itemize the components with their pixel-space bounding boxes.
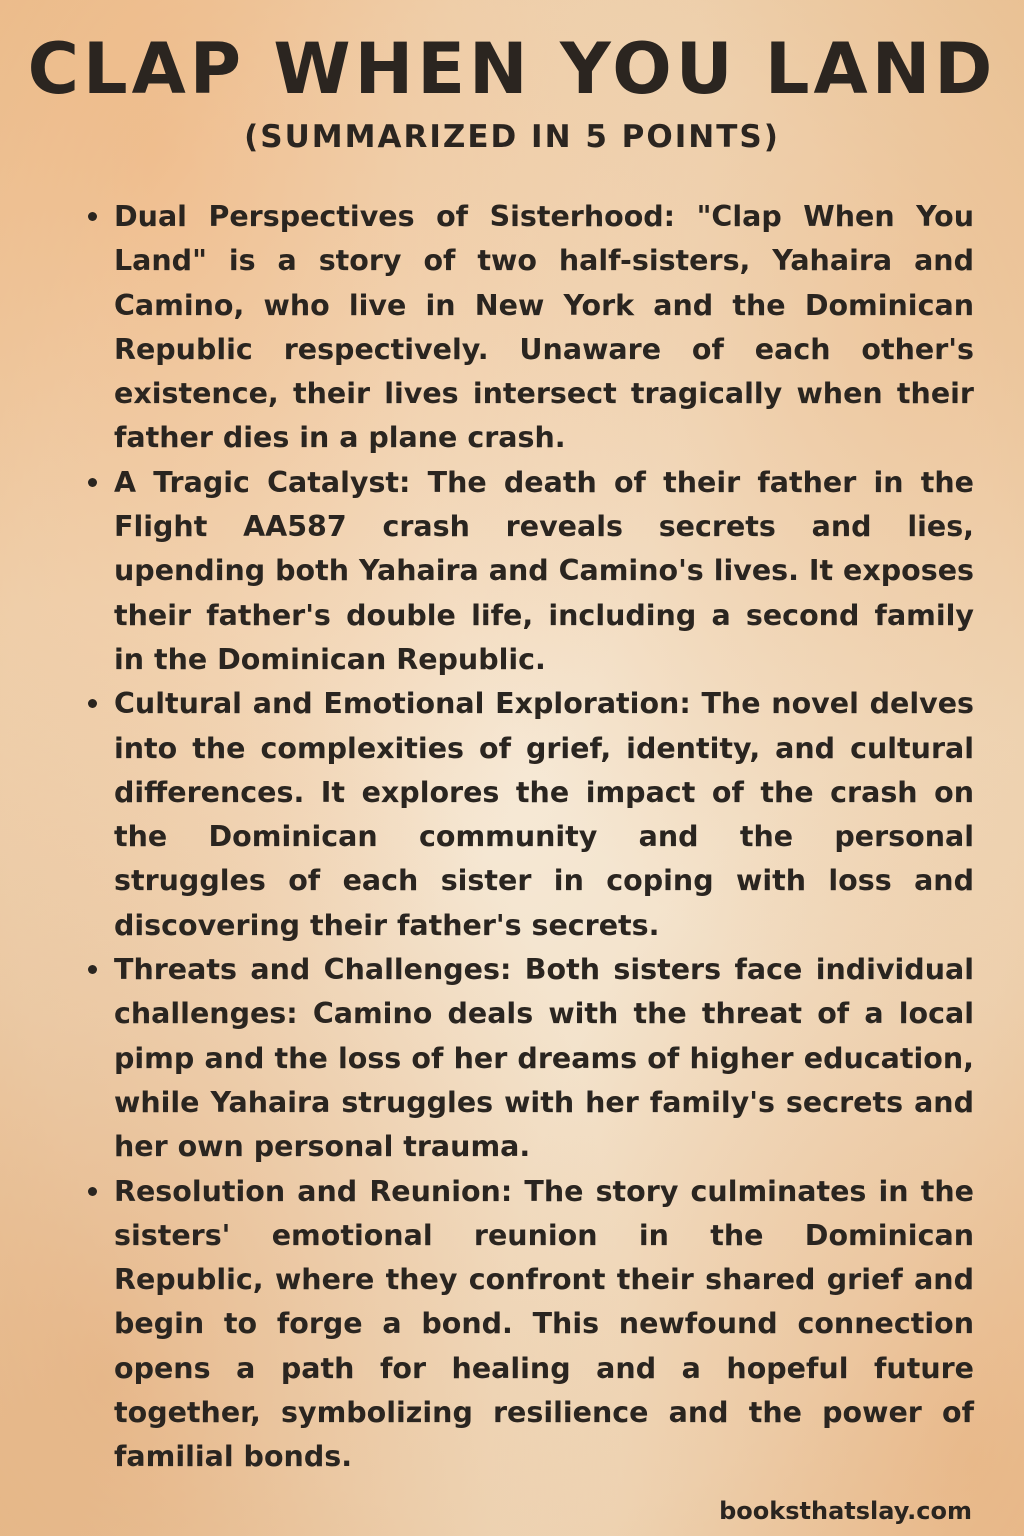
bullet-icon bbox=[88, 1187, 97, 1196]
bullet-icon bbox=[88, 212, 97, 221]
summary-point-1 bbox=[114, 195, 974, 461]
summary-point-text: A Tragic Catalyst: The death of their father in the Flight AA587 crash reveals secrets and lies, upending both Yahaira and Camino's lives. It exposes their father's double life, including a second family in the Dominican Republic. bbox=[114, 465, 974, 676]
summary-point-text: Cultural and Emotional Exploration: The novel delves into the complexities of grief, identity, and cultural differences. It explores the impact of the crash on the Dominican community and the personal struggles of each sister in coping with loss and discovering their father's secrets. bbox=[114, 687, 974, 942]
source-website: booksthatslay.com bbox=[719, 1497, 972, 1525]
bullet-icon bbox=[88, 965, 97, 974]
bullet-icon bbox=[88, 699, 97, 708]
summary-point-2 bbox=[114, 461, 974, 682]
page-subtitle: (SUMMARIZED IN 5 POINTS) bbox=[244, 119, 780, 155]
page-title: CLAP WHEN YOU LAND bbox=[27, 28, 997, 110]
summary-point-3 bbox=[114, 682, 974, 948]
bullet-icon bbox=[88, 478, 97, 487]
summary-point-text: Dual Perspectives of Sisterhood: "Clap When You Land" is a story of two half-sisters, Yahaira and Camino, who live in New York and the Dominican Republic respectively. Unaware of each other's existence, their lives intersect tragically when their father dies in a plane crash. bbox=[114, 200, 974, 455]
summary-point-4 bbox=[114, 948, 974, 1169]
summary-point-text: Threats and Challenges: Both sisters face individual challenges: Camino deals with the threat of a local pimp and the loss of her dreams of higher education, while Yahaira struggles with her family's secrets and her own personal trauma. bbox=[114, 953, 974, 1164]
summary-point-5 bbox=[114, 1170, 974, 1480]
summary-point-text: Resolution and Reunion: The story culminates in the sisters' emotional reunion in the Dominican Republic, where they confront their shared grief and begin to forge a bond. This newfound connection opens a path for healing and a hopeful future together, symbolizing resilience and the power of familial bonds. bbox=[114, 1174, 974, 1474]
summary-points-list bbox=[114, 195, 974, 1480]
